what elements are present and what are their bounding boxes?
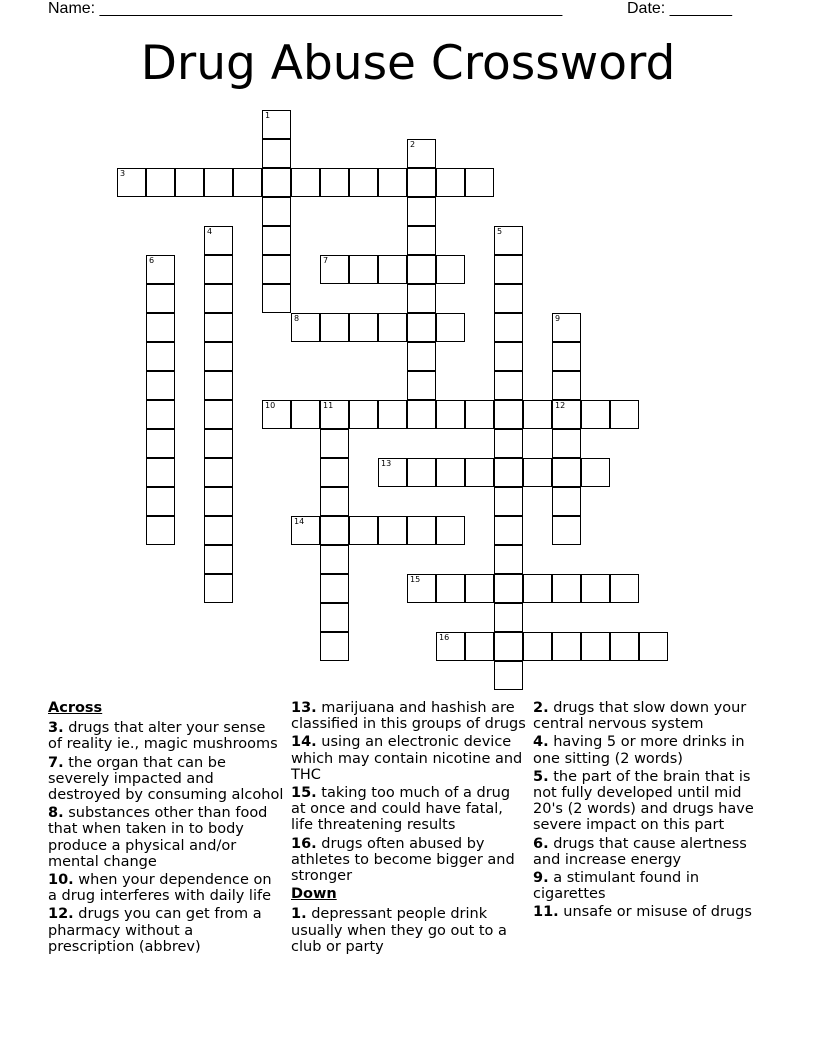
grid-cell[interactable]	[175, 168, 204, 197]
grid-cell[interactable]	[204, 545, 233, 574]
grid-cell[interactable]	[494, 255, 523, 284]
grid-cell[interactable]	[262, 226, 291, 255]
grid-cell[interactable]	[349, 516, 378, 545]
grid-cell[interactable]	[552, 516, 581, 545]
grid-cell[interactable]	[146, 168, 175, 197]
grid-cell[interactable]	[436, 255, 465, 284]
grid-cell[interactable]	[494, 400, 523, 429]
clue-column-3	[533, 700, 769, 923]
clue-number: 15	[410, 575, 421, 584]
grid-cell[interactable]	[465, 632, 494, 661]
clue-item	[533, 734, 769, 766]
clue-item	[48, 720, 284, 752]
grid-cell[interactable]	[581, 400, 610, 429]
clue-number: 16	[439, 633, 450, 642]
clue-text: taking too much of a drug at once and could have fatal, life threatening results	[291, 785, 511, 834]
grid-cell[interactable]	[436, 458, 465, 487]
grid-cell[interactable]	[146, 255, 175, 284]
grid-cell[interactable]	[465, 168, 494, 197]
clue-number: 8	[294, 314, 300, 323]
grid-cell[interactable]	[262, 255, 291, 284]
clue-item	[291, 734, 527, 783]
grid-cell[interactable]	[581, 458, 610, 487]
clue-label: 11.	[533, 904, 559, 921]
grid-cell[interactable]	[320, 255, 349, 284]
date-field-label[interactable]: Date: _______	[627, 0, 732, 17]
clue-text: drugs that cause alertness and increase energy	[533, 835, 747, 868]
clue-text: substances other than food that when taken in to body produce a physical and/or mental change	[48, 805, 268, 870]
grid-cell[interactable]	[146, 429, 175, 458]
clue-number: 9	[555, 314, 561, 323]
clue-item	[48, 906, 284, 955]
clue-label: 1.	[291, 906, 307, 923]
grid-cell[interactable]	[465, 574, 494, 603]
clue-number: 1	[265, 111, 271, 120]
clue-label: 10.	[48, 872, 74, 889]
grid-cell[interactable]	[436, 574, 465, 603]
clue-item	[48, 805, 284, 870]
grid-cell[interactable]	[407, 139, 436, 168]
grid-cell[interactable]	[146, 487, 175, 516]
grid-cell[interactable]	[639, 632, 668, 661]
grid-cell[interactable]	[204, 255, 233, 284]
clue-column-2	[291, 700, 527, 957]
grid-cell[interactable]	[291, 400, 320, 429]
grid-cell[interactable]	[494, 284, 523, 313]
clue-number: 14	[294, 517, 305, 526]
grid-cell[interactable]	[407, 197, 436, 226]
grid-cell[interactable]	[378, 400, 407, 429]
grid-cell[interactable]	[320, 632, 349, 661]
grid-cell[interactable]	[494, 226, 523, 255]
clue-item	[291, 785, 527, 834]
grid-cell[interactable]	[146, 400, 175, 429]
grid-cell[interactable]	[552, 342, 581, 371]
grid-cell[interactable]	[204, 574, 233, 603]
grid-cell[interactable]	[523, 400, 552, 429]
grid-cell[interactable]	[204, 342, 233, 371]
grid-cell[interactable]	[117, 168, 146, 197]
clue-text: the organ that can be severely impacted and destroyed by consuming alcohol	[48, 754, 284, 804]
clue-label: 13.	[291, 700, 317, 716]
grid-cell[interactable]	[552, 487, 581, 516]
clue-text: depressant people drink usually when they go out to a club or party	[291, 906, 507, 955]
grid-cell[interactable]	[204, 400, 233, 429]
grid-cell[interactable]	[494, 458, 523, 487]
grid-cell[interactable]	[204, 284, 233, 313]
clue-text: when your dependence on a drug interferes with daily life	[48, 872, 272, 905]
clue-item	[533, 700, 769, 732]
clue-text: unsafe or misuse of drugs	[558, 904, 752, 921]
clue-number: 13	[381, 459, 392, 468]
grid-cell[interactable]	[552, 574, 581, 603]
clue-item	[291, 700, 527, 732]
grid-cell[interactable]	[465, 400, 494, 429]
grid-cell[interactable]	[436, 400, 465, 429]
grid-cell[interactable]	[204, 168, 233, 197]
clue-label: 5.	[533, 768, 549, 785]
grid-cell[interactable]	[494, 632, 523, 661]
grid-cell[interactable]	[349, 313, 378, 342]
name-field-label[interactable]: Name: ____________________________________________________	[48, 0, 563, 17]
grid-cell[interactable]	[552, 632, 581, 661]
grid-cell[interactable]	[378, 516, 407, 545]
grid-cell[interactable]	[552, 458, 581, 487]
grid-cell[interactable]	[494, 313, 523, 342]
clue-label: 9.	[533, 870, 549, 887]
clue-number: 12	[555, 401, 566, 410]
grid-cell[interactable]	[552, 313, 581, 342]
grid-cell[interactable]	[552, 400, 581, 429]
grid-cell[interactable]	[494, 545, 523, 574]
grid-cell[interactable]	[407, 226, 436, 255]
grid-cell[interactable]	[146, 342, 175, 371]
grid-cell[interactable]	[494, 371, 523, 400]
grid-cell[interactable]	[494, 342, 523, 371]
grid-cell[interactable]	[262, 139, 291, 168]
grid-cell[interactable]	[407, 458, 436, 487]
grid-cell[interactable]	[291, 313, 320, 342]
clue-label: 4.	[533, 734, 549, 751]
grid-cell[interactable]	[523, 458, 552, 487]
grid-cell[interactable]	[204, 313, 233, 342]
grid-cell[interactable]	[320, 574, 349, 603]
grid-cell[interactable]	[378, 313, 407, 342]
grid-cell[interactable]	[407, 313, 436, 342]
grid-cell[interactable]	[407, 574, 436, 603]
grid-cell[interactable]	[262, 168, 291, 197]
grid-cell[interactable]	[494, 429, 523, 458]
grid-cell[interactable]	[494, 574, 523, 603]
clue-number: 7	[323, 256, 329, 265]
grid-cell[interactable]	[146, 458, 175, 487]
grid-cell[interactable]	[407, 371, 436, 400]
grid-cell[interactable]	[349, 168, 378, 197]
grid-cell[interactable]	[407, 168, 436, 197]
grid-cell[interactable]	[204, 487, 233, 516]
grid-cell[interactable]	[262, 197, 291, 226]
clue-item	[291, 836, 527, 885]
clue-number: 2	[410, 140, 416, 149]
clue-item	[533, 870, 769, 902]
grid-cell[interactable]	[320, 429, 349, 458]
clue-label: 3.	[48, 720, 64, 737]
grid-cell[interactable]	[407, 255, 436, 284]
clue-item	[533, 769, 769, 834]
grid-cell[interactable]	[204, 226, 233, 255]
grid-cell[interactable]	[523, 632, 552, 661]
grid-cell[interactable]	[320, 545, 349, 574]
clue-heading: Across	[48, 700, 103, 716]
clue-label: 16.	[291, 835, 317, 852]
grid-cell[interactable]	[407, 516, 436, 545]
grid-cell[interactable]	[146, 313, 175, 342]
grid-cell[interactable]	[378, 458, 407, 487]
grid-cell[interactable]	[436, 168, 465, 197]
grid-cell[interactable]	[610, 400, 639, 429]
grid-cell[interactable]	[610, 632, 639, 661]
grid-cell[interactable]	[320, 487, 349, 516]
clue-number: 6	[149, 256, 155, 265]
clue-item	[291, 906, 527, 955]
grid-cell[interactable]	[436, 516, 465, 545]
clue-text: drugs you can get from a pharmacy without a prescription (abbrev)	[48, 906, 262, 955]
grid-cell[interactable]	[320, 458, 349, 487]
grid-cell[interactable]	[262, 400, 291, 429]
grid-cell[interactable]	[204, 429, 233, 458]
clue-label: 2.	[533, 700, 549, 716]
grid-cell[interactable]	[262, 284, 291, 313]
grid-cell[interactable]	[378, 255, 407, 284]
clue-text: using an electronic device which may contain nicotine and THC	[291, 734, 523, 783]
grid-cell[interactable]	[204, 371, 233, 400]
clue-heading: Down	[291, 886, 337, 903]
grid-cell[interactable]	[436, 313, 465, 342]
clue-text: drugs often abused by athletes to become bigger and stronger	[291, 835, 515, 885]
grid-cell[interactable]	[552, 429, 581, 458]
grid-cell[interactable]	[494, 516, 523, 545]
grid-cell[interactable]	[407, 342, 436, 371]
clue-text: the part of the brain that is not fully developed until mid 20's (2 words) and drugs have severe impact on this part	[533, 768, 754, 834]
clue-item	[48, 872, 284, 904]
grid-cell[interactable]	[146, 516, 175, 545]
grid-cell[interactable]	[204, 458, 233, 487]
grid-cell[interactable]	[146, 371, 175, 400]
clue-text: drugs that alter your sense of reality ie., magic mushrooms	[48, 720, 278, 753]
grid-cell[interactable]	[581, 632, 610, 661]
grid-cell[interactable]	[407, 400, 436, 429]
grid-cell[interactable]	[320, 168, 349, 197]
clue-number: 4	[207, 227, 213, 236]
clue-column-1	[48, 700, 284, 957]
clue-label: 6.	[533, 835, 549, 852]
grid-cell[interactable]	[581, 574, 610, 603]
clue-label: 8.	[48, 805, 64, 822]
clue-label: 14.	[291, 734, 317, 751]
clue-item	[533, 904, 769, 920]
clue-text: drugs that slow down your central nervous system	[533, 700, 747, 733]
grid-cell[interactable]	[349, 400, 378, 429]
grid-cell[interactable]	[436, 632, 465, 661]
grid-cell[interactable]	[494, 487, 523, 516]
grid-cell[interactable]	[320, 516, 349, 545]
clue-text: a stimulant found in cigarettes	[533, 870, 700, 903]
clue-number: 3	[120, 169, 126, 178]
clue-item	[533, 836, 769, 868]
grid-cell[interactable]	[146, 284, 175, 313]
grid-cell[interactable]	[552, 371, 581, 400]
grid-cell[interactable]	[378, 168, 407, 197]
clue-number: 5	[497, 227, 503, 236]
grid-cell[interactable]	[407, 284, 436, 313]
clue-number: 10	[265, 401, 276, 410]
grid-cell[interactable]	[204, 516, 233, 545]
clue-label: 7.	[48, 754, 64, 771]
grid-cell[interactable]	[233, 168, 262, 197]
clue-label: 15.	[291, 785, 317, 802]
grid-cell[interactable]	[291, 168, 320, 197]
grid-cell[interactable]	[523, 574, 552, 603]
grid-cell[interactable]	[262, 110, 291, 139]
clue-item	[48, 755, 284, 804]
clue-text: marijuana and hashish are classified in this groups of drugs	[291, 700, 526, 733]
grid-cell[interactable]	[320, 400, 349, 429]
clue-label: 12.	[48, 906, 74, 923]
clue-number: 11	[323, 401, 334, 410]
grid-cell[interactable]	[320, 313, 349, 342]
grid-cell[interactable]	[494, 661, 523, 690]
grid-cell[interactable]	[465, 458, 494, 487]
grid-cell[interactable]	[610, 574, 639, 603]
grid-cell[interactable]	[291, 516, 320, 545]
grid-cell[interactable]	[349, 255, 378, 284]
grid-cell[interactable]	[494, 603, 523, 632]
clue-text: having 5 or more drinks in one sitting (2 words)	[533, 734, 745, 767]
page-title: Drug Abuse Crossword	[140, 36, 676, 91]
grid-cell[interactable]	[320, 603, 349, 632]
